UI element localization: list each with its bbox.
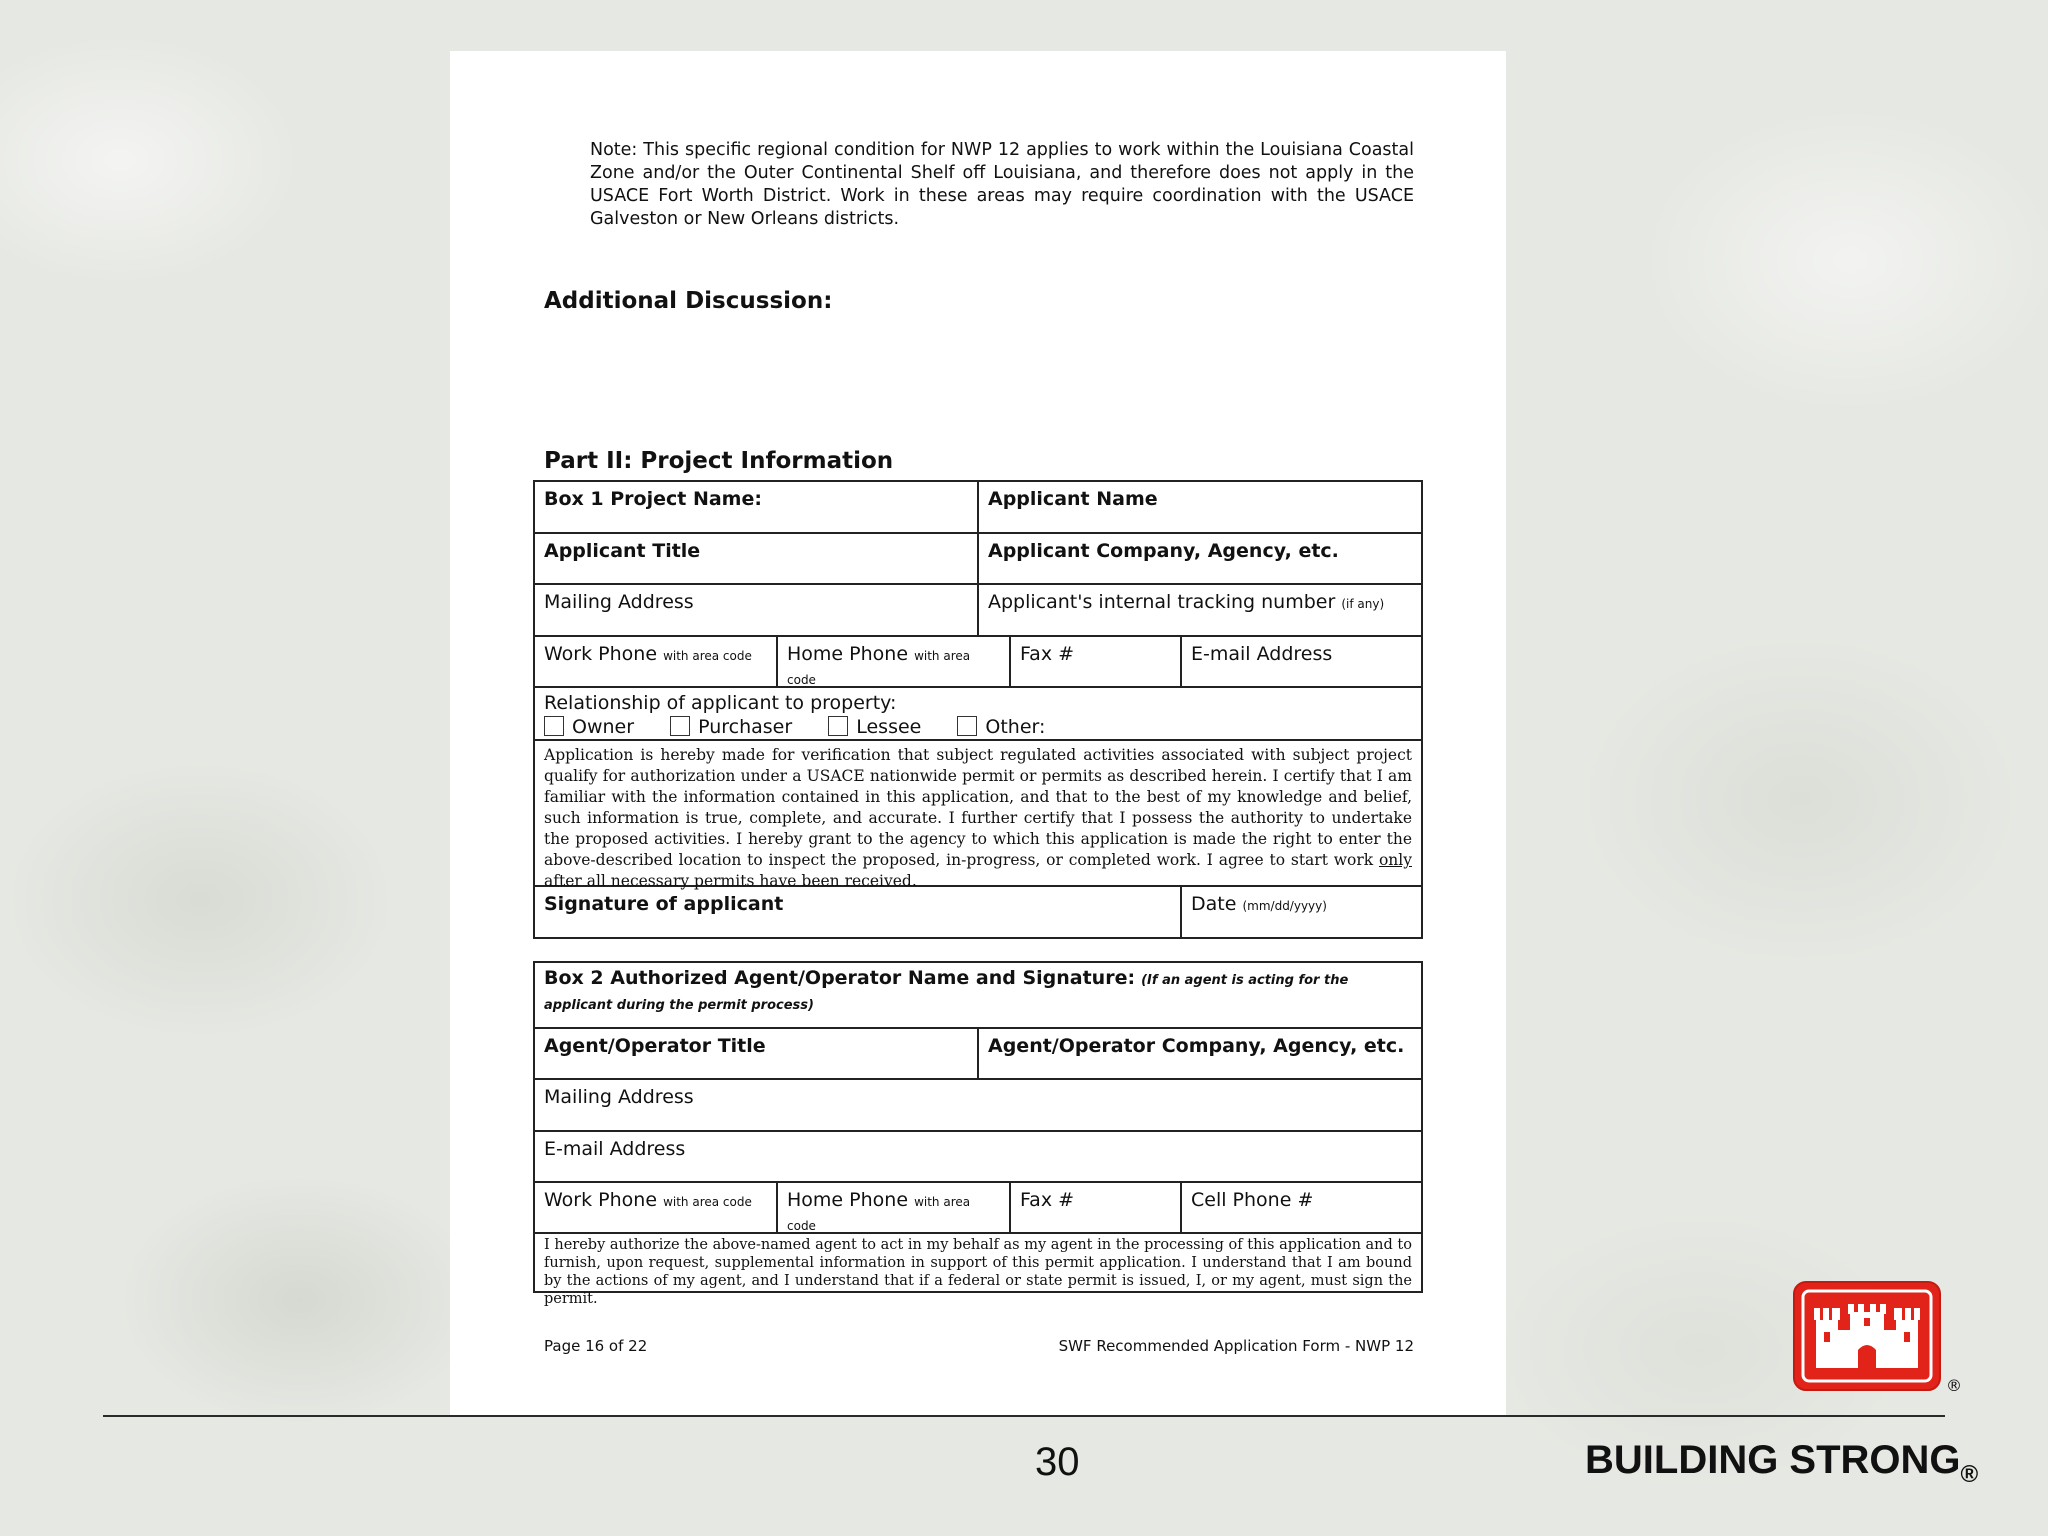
work-phone-field[interactable]	[535, 637, 778, 686]
form-row	[535, 887, 1421, 937]
date-label: Date	[1191, 893, 1237, 915]
tagline-registered-mark: ®	[1960, 1461, 1979, 1488]
box2-title-note: (If an agent is acting for the applicant during the permit process)	[544, 973, 1349, 1013]
purchaser-checkbox[interactable]	[670, 716, 690, 736]
certification-end: after all necessary permits have been received.	[544, 872, 917, 890]
other-label: Other:	[985, 716, 1046, 738]
owner-checkbox[interactable]	[544, 716, 564, 736]
part2-title: Part II: Project Information	[544, 448, 894, 474]
additional-discussion-heading: Additional Discussion:	[544, 288, 833, 314]
certification-text	[535, 741, 1421, 890]
form-row	[535, 1029, 1421, 1080]
agent-work-phone-note: with area code	[663, 1195, 752, 1209]
fax-field[interactable]: Fax #	[1011, 637, 1182, 686]
work-phone-note: with area code	[663, 649, 752, 663]
home-phone-label: Home Phone	[787, 643, 909, 665]
lessee-checkbox[interactable]	[828, 716, 848, 736]
form-row	[535, 1080, 1421, 1132]
tagline-text: BUILDING STRONG	[1585, 1438, 1961, 1482]
date-note: (mm/dd/yyyy)	[1242, 899, 1327, 913]
home-phone-note: with area code	[787, 649, 971, 687]
form-row	[535, 482, 1421, 534]
date-field[interactable]	[1182, 887, 1421, 937]
work-phone-label: Work Phone	[544, 643, 658, 665]
box1-form	[533, 480, 1423, 939]
form-row	[535, 534, 1421, 585]
agent-home-phone-note: with area code	[787, 1195, 971, 1233]
agent-title-field[interactable]: Agent/Operator Title	[535, 1029, 979, 1078]
agent-company-field[interactable]: Agent/Operator Company, Agency, etc.	[988, 1035, 1405, 1057]
form-row	[535, 1183, 1421, 1234]
mailing-address-field[interactable]: Mailing Address	[535, 585, 979, 635]
footer-divider	[103, 1415, 1945, 1417]
agent-email-field[interactable]: E-mail Address	[544, 1138, 686, 1160]
owner-label: Owner	[572, 716, 635, 738]
logo-registered-mark: ®	[1946, 1376, 1962, 1395]
form-row	[535, 585, 1421, 637]
agent-fax-field[interactable]: Fax #	[1011, 1183, 1182, 1232]
applicant-company-field[interactable]: Applicant Company, Agency, etc.	[988, 540, 1339, 562]
page-footer-number: Page 16 of 22	[544, 1337, 648, 1355]
agent-mailing-address-field[interactable]: Mailing Address	[544, 1086, 694, 1108]
form-row	[535, 741, 1421, 890]
form-row	[535, 637, 1421, 688]
applicant-name-field[interactable]: Applicant Name	[988, 488, 1158, 510]
regional-condition-note: Note: This specific regional condition for NWP 12 applies to work within the Louisiana Coastal Zone and/or the Outer Continental Shelf off Louisiana, and therefore does not apply in the USACE Fort Worth District. Work in these areas may require coordination with the USACE Galveston or New Orleans districts.	[590, 140, 1414, 229]
tracking-number-note: (if any)	[1341, 597, 1385, 611]
certification-main: Application is hereby made for verification that subject regulated activities associated with subject project qualify for authorization under a USACE nationwide permit or permits as described herein. I certify that I am familiar with the information contained in this application, and that to the best of my knowledge and belief, such information is true, complete, and accurate. I further certify that I possess the authority to undertake the proposed activities. I hereby grant to the agency to which this application is made the right to enter the above-described location to inspect the proposed, in-progress, or completed work. I agree to start work	[544, 746, 1412, 869]
form-row	[535, 688, 1421, 741]
slide-number: 30	[1035, 1440, 1080, 1484]
building-strong-tagline	[1585, 1438, 1978, 1489]
email-field[interactable]: E-mail Address	[1191, 643, 1333, 665]
document-page	[450, 51, 1506, 1416]
applicant-title-field[interactable]: Applicant Title	[535, 534, 979, 583]
form-row	[535, 1132, 1421, 1183]
form-row	[535, 1234, 1421, 1307]
box2-form	[533, 961, 1423, 1307]
relationship-field	[535, 688, 1421, 739]
lessee-label: Lessee	[856, 716, 922, 738]
box2-title: Box 2 Authorized Agent/Operator Name and Signature:	[544, 967, 1136, 989]
tracking-number-label: Applicant's internal tracking number	[988, 591, 1336, 613]
agent-cell-phone-field[interactable]: Cell Phone #	[1191, 1189, 1314, 1211]
agent-name-field[interactable]	[535, 963, 1421, 1027]
agent-authorization-text: I hereby authorize the above-named agent to act in my behalf as my agent in the processing of this application and to furnish, upon request, supplemental information in support of this permit application. I understand that I am bound by the actions of my agent, and I understand that if a federal or state permit is issued, I, or my agent, must sign the permit.	[544, 1237, 1412, 1307]
project-name-field[interactable]: Box 1 Project Name:	[535, 482, 979, 532]
agent-work-phone-field[interactable]	[535, 1183, 778, 1232]
agent-home-phone-field[interactable]	[778, 1183, 1011, 1232]
certification-only: only	[1378, 851, 1412, 869]
usace-castle-logo-icon	[1792, 1280, 1942, 1392]
agent-home-phone-label: Home Phone	[787, 1189, 909, 1211]
form-row	[535, 963, 1421, 1029]
tracking-number-field[interactable]	[979, 585, 1421, 635]
purchaser-label: Purchaser	[698, 716, 793, 738]
other-checkbox[interactable]	[957, 716, 977, 736]
signature-field[interactable]: Signature of applicant	[535, 887, 1182, 937]
home-phone-field[interactable]	[778, 637, 1011, 686]
relationship-options	[544, 715, 1412, 739]
relationship-label: Relationship of applicant to property:	[544, 692, 897, 714]
page-footer-form-name: SWF Recommended Application Form - NWP 12	[1058, 1337, 1414, 1355]
agent-work-phone-label: Work Phone	[544, 1189, 658, 1211]
